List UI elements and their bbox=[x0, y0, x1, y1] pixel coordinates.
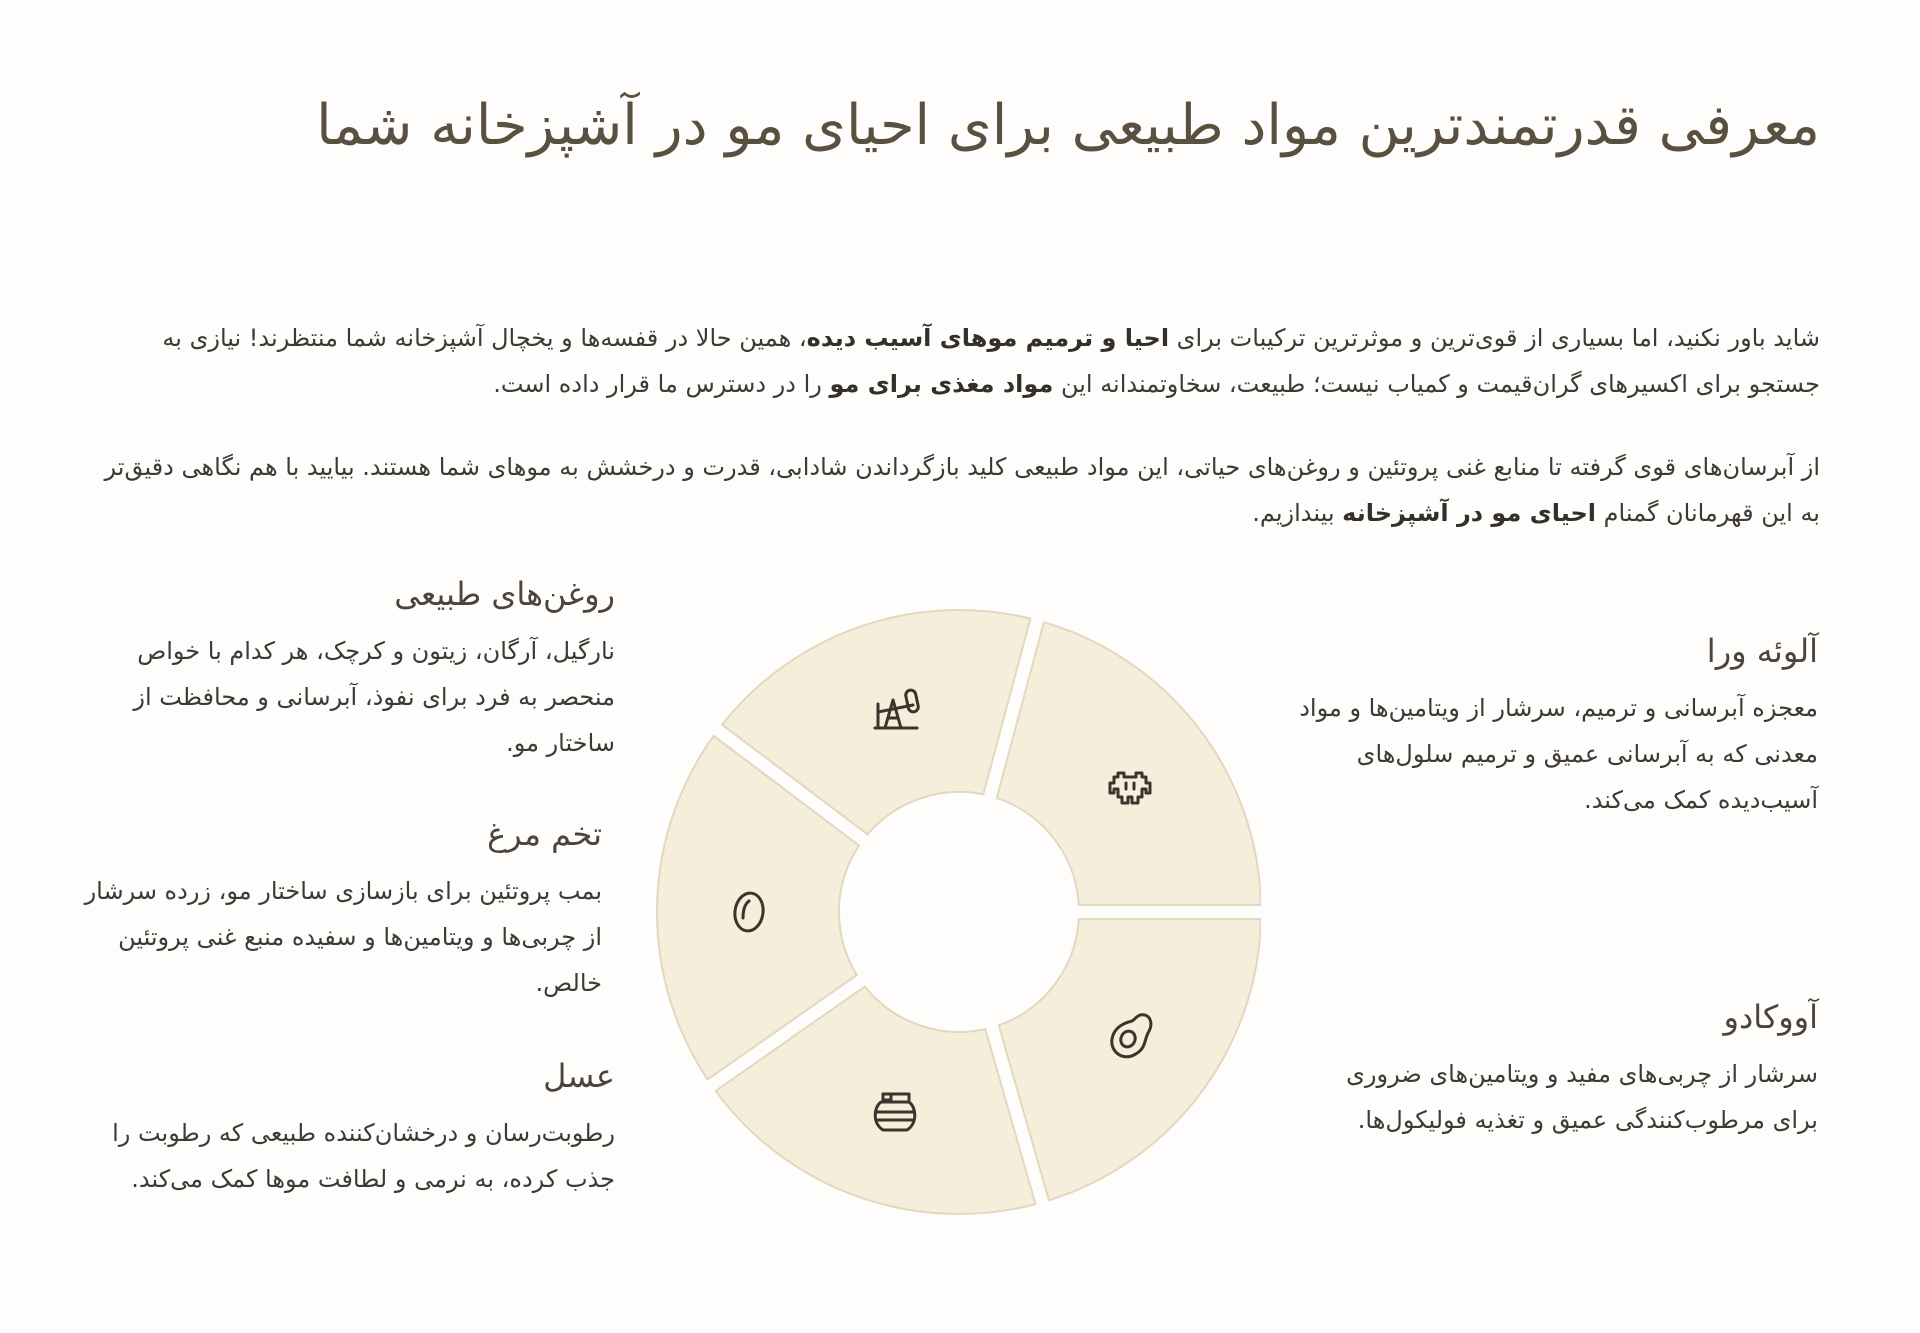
intro-text: ، همین حالا در قفسه‌ها و یخچال آشپزخانه شما منتظرند! نیازی به جستجو برای اکسیرهای گران‌قیمت و کمیاب نیست؛ طبیعت، سخاوتمندانه این bbox=[162, 324, 1820, 398]
intro-paragraph-1 bbox=[100, 315, 1820, 407]
intro-text: بیندازیم. bbox=[1252, 499, 1343, 527]
ingredient-description: بمب پروتئین برای بازسازی ساختار مو، زرده سرشار از چربی‌ها و ویتامین‌ها و سفیده منبع غنی پروتئین خالص. bbox=[84, 877, 602, 997]
intro-paragraph-2 bbox=[100, 444, 1820, 536]
ingredient-description: نارگیل، آرگان، زیتون و کرچک، هر کدام با خواص منحصر به فرد برای نفوذ، آبرسانی و محافظت از ساختار مو. bbox=[133, 637, 615, 757]
ingredient-aloe-vera bbox=[1298, 627, 1818, 823]
ingredient-title: تخم مرغ bbox=[487, 815, 602, 853]
ingredient-description: رطوبت‌رسان و درخشان‌کننده طبیعی که رطوبت را جذب کرده، به نرمی و لطافت موها کمک می‌کند. bbox=[112, 1119, 615, 1193]
intro-text: را در دسترس ما قرار داده است. bbox=[493, 370, 830, 398]
intro-emphasis: احیای مو در آشپزخانه bbox=[1342, 499, 1597, 527]
intro-text: از آبرسان‌های قوی گرفته تا منابع غنی پروتئین و روغن‌های حیاتی، این مواد طبیعی کلید بازگرداندن شادابی، قدرت و درخشش به موهای شما هستند. بیایید با هم نگاهی دقیق‌تر به این قهرمانان گمنام bbox=[104, 453, 1820, 527]
ingredient-title: عسل bbox=[543, 1057, 615, 1095]
page-title: معرفی قدرتمندترین مواد طبیعی برای احیای مو در آشپزخانه شما bbox=[316, 93, 1820, 158]
intro-emphasis: احیا و ترمیم موهای آسیب دیده bbox=[806, 324, 1170, 352]
intro-text: شاید باور نکنید، اما بسیاری از قوی‌ترین و موثرترین ترکیبات برای bbox=[1169, 324, 1820, 352]
ingredient-honey bbox=[95, 1052, 615, 1202]
ingredient-title: روغن‌های طبیعی bbox=[394, 575, 615, 613]
ingredient-description: معجزه آبرسانی و ترمیم، سرشار از ویتامین‌ها و مواد معدنی که به آبرسانی عمیق و ترمیم سلول‌های آسیب‌دیده کمک می‌کند. bbox=[1299, 694, 1818, 814]
segment-aloe-vera bbox=[997, 622, 1261, 905]
ingredient-egg bbox=[82, 810, 602, 1006]
ingredient-title: آلوئه ورا bbox=[1706, 632, 1818, 670]
ingredient-oils bbox=[95, 570, 615, 766]
ingredient-description: سرشار از چربی‌های مفید و ویتامین‌های ضروری برای مرطوب‌کنندگی عمیق و تغذیه فولیکول‌ها. bbox=[1346, 1060, 1818, 1134]
intro-emphasis: مواد مغذی برای مو bbox=[829, 370, 1054, 398]
ingredient-avocado bbox=[1298, 993, 1818, 1143]
segment-avocado bbox=[999, 919, 1261, 1200]
ingredient-title: آووکادو bbox=[1723, 998, 1818, 1036]
